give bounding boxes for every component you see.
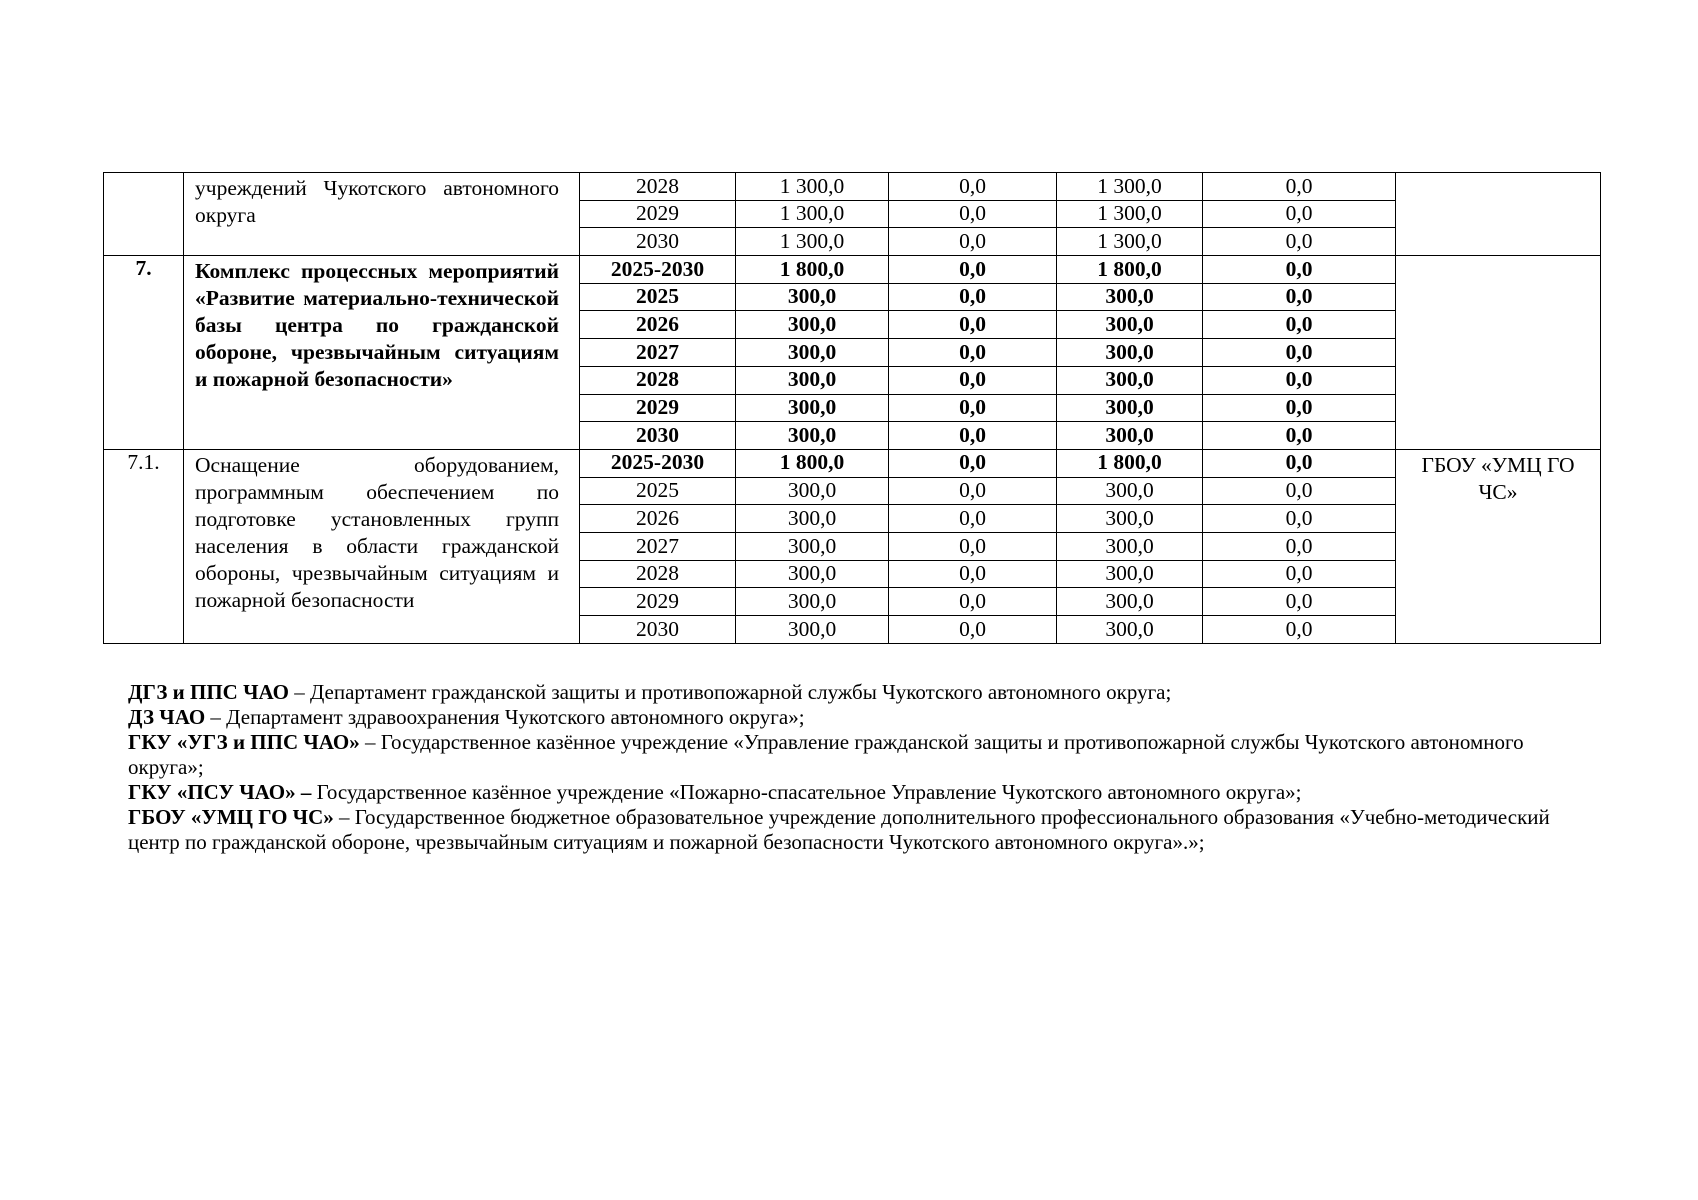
value-cell-v4: 0,0: [1203, 422, 1396, 450]
value-cell-v4: 0,0: [1203, 394, 1396, 422]
value-cell-v3: 300,0: [1057, 366, 1203, 394]
value-cell-v4: 0,0: [1203, 505, 1396, 533]
abbreviation-notes: [128, 680, 1588, 855]
period-cell: 2026: [580, 311, 736, 339]
note-text: – Департамент здравоохранения Чукотского автономного округа»;: [205, 705, 805, 729]
period-cell: 2026: [580, 505, 736, 533]
note-line: [128, 730, 1588, 780]
value-cell-v2: 0,0: [889, 477, 1057, 505]
period-cell: 2025: [580, 477, 736, 505]
value-cell-v1: 300,0: [736, 588, 889, 616]
activity-name: учреждений Чукотского автономного округа: [184, 173, 580, 256]
value-cell-v2: 0,0: [889, 588, 1057, 616]
value-cell-v4: 0,0: [1203, 200, 1396, 228]
note-line: [128, 780, 1588, 805]
value-cell-v4: 0,0: [1203, 616, 1396, 644]
period-cell: 2028: [580, 560, 736, 588]
table-row: [104, 449, 1601, 477]
value-cell-v4: 0,0: [1203, 256, 1396, 284]
value-cell-v3: 1 300,0: [1057, 200, 1203, 228]
value-cell-v4: 0,0: [1203, 560, 1396, 588]
value-cell-v2: 0,0: [889, 532, 1057, 560]
period-cell: 2030: [580, 228, 736, 256]
period-cell: 2025-2030: [580, 256, 736, 284]
table-row: [104, 173, 1601, 201]
value-cell-v3: 300,0: [1057, 311, 1203, 339]
value-cell-v4: 0,0: [1203, 339, 1396, 367]
value-cell-v2: 0,0: [889, 394, 1057, 422]
value-cell-v4: 0,0: [1203, 588, 1396, 616]
value-cell-v1: 1 300,0: [736, 200, 889, 228]
activity-name: Оснащение оборудованием, программным обеспечением по подготовке установленных групп населения в области гражданской обороны, чрезвычайным ситуациям и пожарной безопасности: [184, 449, 580, 643]
value-cell-v3: 300,0: [1057, 616, 1203, 644]
period-cell: 2029: [580, 200, 736, 228]
value-cell-v4: 0,0: [1203, 173, 1396, 201]
period-cell: 2027: [580, 339, 736, 367]
value-cell-v4: 0,0: [1203, 311, 1396, 339]
value-cell-v1: 300,0: [736, 366, 889, 394]
row-number: 7.: [104, 256, 184, 450]
period-cell: 2029: [580, 588, 736, 616]
row-number: 7.1.: [104, 449, 184, 643]
value-cell-v3: 300,0: [1057, 532, 1203, 560]
value-cell-v1: 300,0: [736, 394, 889, 422]
value-cell-v1: 300,0: [736, 477, 889, 505]
note-abbr: ДГЗ и ППС ЧАО: [128, 680, 289, 704]
value-cell-v3: 300,0: [1057, 560, 1203, 588]
executor-cell: ГБОУ «УМЦ ГО ЧС»: [1396, 449, 1601, 643]
value-cell-v2: 0,0: [889, 173, 1057, 201]
value-cell-v2: 0,0: [889, 311, 1057, 339]
value-cell-v1: 300,0: [736, 283, 889, 311]
note-abbr: ДЗ ЧАО: [128, 705, 206, 729]
note-text: – Государственное бюджетное образовательное учреждение дополнительного профессионального образования «Учебно-методический центр по гражданской обороне, чрезвычайным ситуациям и пожарной безопасности Чукотского автономного округа».»;: [128, 805, 1550, 854]
value-cell-v4: 0,0: [1203, 449, 1396, 477]
note-line: [128, 805, 1588, 855]
value-cell-v3: 300,0: [1057, 394, 1203, 422]
value-cell-v1: 1 800,0: [736, 449, 889, 477]
period-cell: 2028: [580, 366, 736, 394]
value-cell-v1: 300,0: [736, 560, 889, 588]
executor-cell: [1396, 173, 1601, 256]
value-cell-v3: 300,0: [1057, 422, 1203, 450]
value-cell-v3: 300,0: [1057, 477, 1203, 505]
value-cell-v3: 1 800,0: [1057, 449, 1203, 477]
value-cell-v3: 1 300,0: [1057, 173, 1203, 201]
value-cell-v2: 0,0: [889, 200, 1057, 228]
executor-cell: [1396, 256, 1601, 450]
value-cell-v4: 0,0: [1203, 283, 1396, 311]
table-row: [104, 256, 1601, 284]
period-cell: 2029: [580, 394, 736, 422]
value-cell-v4: 0,0: [1203, 228, 1396, 256]
value-cell-v3: 300,0: [1057, 339, 1203, 367]
value-cell-v3: 300,0: [1057, 505, 1203, 533]
activity-name: Комплекс процессных мероприятий «Развитие материально-технической базы центра по гражданской обороне, чрезвычайным ситуациям и пожарной безопасности»: [184, 256, 580, 450]
period-cell: 2027: [580, 532, 736, 560]
value-cell-v1: 1 300,0: [736, 173, 889, 201]
value-cell-v3: 1 800,0: [1057, 256, 1203, 284]
value-cell-v1: 1 300,0: [736, 228, 889, 256]
period-cell: 2025: [580, 283, 736, 311]
value-cell-v4: 0,0: [1203, 366, 1396, 394]
value-cell-v1: 300,0: [736, 505, 889, 533]
value-cell-v2: 0,0: [889, 422, 1057, 450]
value-cell-v2: 0,0: [889, 339, 1057, 367]
note-abbr: ГКУ «ПСУ ЧАО» –: [128, 780, 312, 804]
period-cell: 2030: [580, 616, 736, 644]
value-cell-v4: 0,0: [1203, 532, 1396, 560]
note-text: – Государственное казённое учреждение «Управление гражданской защиты и противопожарной службы Чукотского автономного округа»;: [128, 730, 1524, 779]
value-cell-v4: 0,0: [1203, 477, 1396, 505]
value-cell-v1: 300,0: [736, 422, 889, 450]
value-cell-v3: 1 300,0: [1057, 228, 1203, 256]
value-cell-v1: 300,0: [736, 532, 889, 560]
note-line: [128, 680, 1588, 705]
value-cell-v2: 0,0: [889, 283, 1057, 311]
value-cell-v3: 300,0: [1057, 283, 1203, 311]
value-cell-v2: 0,0: [889, 449, 1057, 477]
note-line: [128, 705, 1588, 730]
note-text: Государственное казённое учреждение «Пожарно-спасательное Управление Чукотского автономного округа»;: [311, 780, 1302, 804]
period-cell: 2030: [580, 422, 736, 450]
value-cell-v1: 300,0: [736, 311, 889, 339]
note-abbr: ГБОУ «УМЦ ГО ЧС»: [128, 805, 334, 829]
value-cell-v2: 0,0: [889, 256, 1057, 284]
budget-table-body: [104, 173, 1601, 644]
note-text: – Департамент гражданской защиты и противопожарной службы Чукотского автономного округа;: [288, 680, 1172, 704]
value-cell-v3: 300,0: [1057, 588, 1203, 616]
value-cell-v2: 0,0: [889, 366, 1057, 394]
value-cell-v1: 1 800,0: [736, 256, 889, 284]
value-cell-v2: 0,0: [889, 228, 1057, 256]
value-cell-v2: 0,0: [889, 560, 1057, 588]
value-cell-v2: 0,0: [889, 505, 1057, 533]
period-cell: 2028: [580, 173, 736, 201]
row-number: [104, 173, 184, 256]
value-cell-v2: 0,0: [889, 616, 1057, 644]
period-cell: 2025-2030: [580, 449, 736, 477]
value-cell-v1: 300,0: [736, 339, 889, 367]
value-cell-v1: 300,0: [736, 616, 889, 644]
budget-table: [103, 172, 1601, 644]
note-abbr: ГКУ «УГЗ и ППС ЧАО»: [128, 730, 360, 754]
